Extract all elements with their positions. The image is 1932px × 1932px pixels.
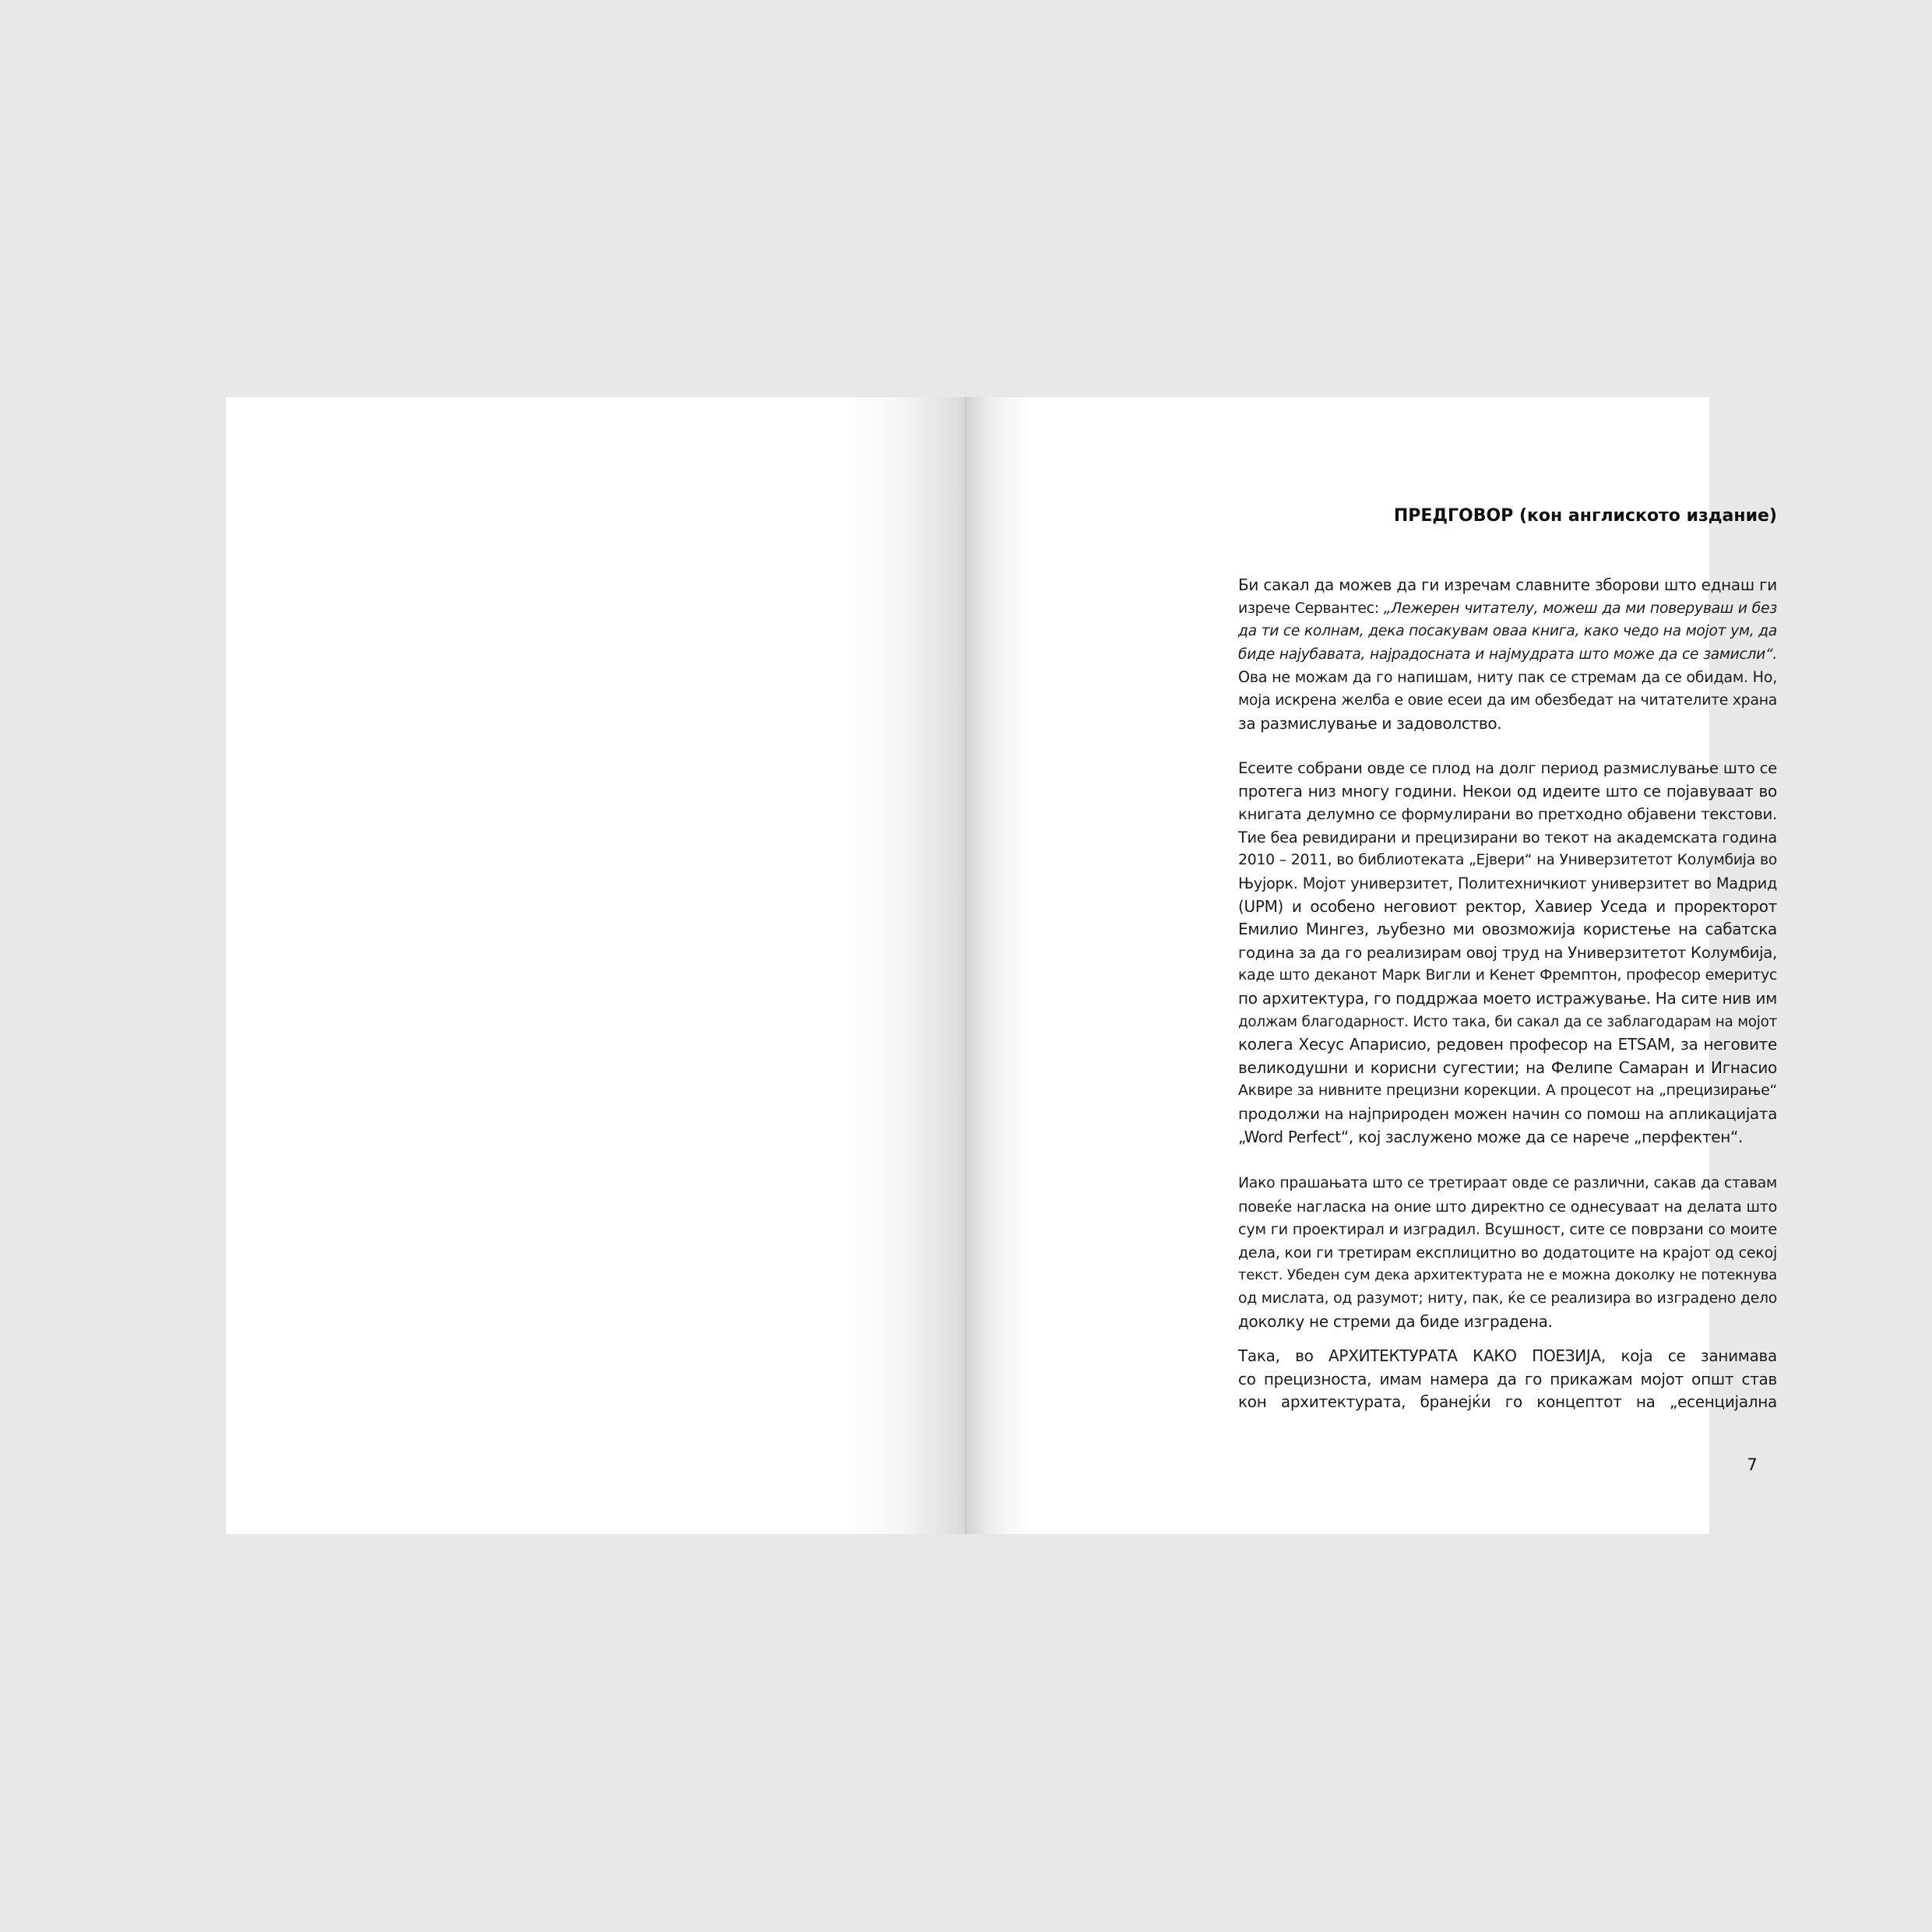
text-line: текст. Убеден сум дека архитектурата не е можна доколку не потекнува [1238, 1267, 1777, 1284]
book-spread [226, 397, 1778, 1534]
text-line: од мислата, од разумот; ниту, пак, ќе се реализира во изградено дело [1238, 1289, 1777, 1307]
text-line: за размислување и задоволство. [1238, 713, 1502, 733]
italic-quote-line: да ти се колнам, дека посакувам оваа книга, како чедо на мојот ум, да [1238, 623, 1777, 640]
text-run: изрече Сервантес: [1238, 599, 1384, 617]
text-line: (UPM) и особено неговиот ректор, Хавиер Уседа и проректорот [1238, 896, 1777, 916]
text-line: книгата делумно се формулирани во претходно објавени текстови. [1238, 805, 1777, 824]
paragraph-3 [1238, 1172, 1777, 1333]
text-line: Ова не можам да го напишам, ниту пак се стремам да се обидам. Но, [1238, 668, 1777, 687]
text-line: доколку не стреми да биде изградена. [1238, 1311, 1553, 1331]
italic-quote-line: „Лежерен читателу, можеш да ми поверуваш и без [1383, 599, 1777, 617]
page-number: 7 [1747, 1455, 1758, 1474]
text-line: кон архитектурата, бранејќи го концептот на „есенцијална [1238, 1392, 1777, 1412]
text-line [1238, 597, 1777, 621]
page-heading: ПРЕДГОВОР (кон англиското издание) [1393, 506, 1777, 526]
text-line: година за да го реализирам овој труд на Универзитетот Колумбија, [1238, 943, 1777, 962]
paragraph-2 [1238, 757, 1777, 1149]
paragraph-1 [1238, 574, 1777, 735]
text-line: великодушни и корисни сугестии; на Фелипе Самаран и Игнасио [1238, 1057, 1777, 1077]
paragraph-4 [1238, 1345, 1777, 1414]
text-line [1238, 643, 1777, 667]
text-line: Така, во АРХИТЕКТУРАТА КАКО ПОЕЗИЈА, која се занимава [1238, 1346, 1777, 1365]
text-line: продолжи на најприроден можен начин со помош на апликацијата [1238, 1104, 1778, 1123]
text-line: каде што деканот Марк Вигли и Кенет Фремптон, професор емеритус [1238, 966, 1777, 984]
text-line: Њујорк. Мојот универзитет, Политехничкиот универзитет во Мадрид [1238, 874, 1777, 892]
text-line: Емилио Мингез, љубезно ми овозможија користење на сабатска [1238, 920, 1777, 939]
text-line: колега Хесус Апарисио, редовен професор на ETSAM, за неговите [1238, 1035, 1777, 1054]
text-line: по архитектура, го поддржаа моето истражување. На сите нив им [1238, 988, 1777, 1008]
text-line: дела, кои ги третирам експлицитно во додатоците на крајот од секој [1238, 1243, 1777, 1262]
text-line: Иако прашањата што се третираат овде се различни, сакав да ставам [1238, 1174, 1777, 1191]
text-line: повеќе нагласка на оние што директно се однесуваат на делата што [1238, 1197, 1777, 1216]
text-line: Аквире за нивните прецизни корекции. А процесот на „прецизирање“ [1238, 1082, 1777, 1100]
text-line [1238, 620, 1777, 643]
right-page [966, 397, 1778, 1534]
text-line: моја искрена желба е овие есеи да им обезбедат на читателите храна [1238, 691, 1777, 709]
text-line: 2010 – 2011, во библиотеката „Ејвери“ на Универзитетот Колумбија во [1238, 851, 1777, 869]
text-line: Есеите собрани овде се плод на долг период размислување што се [1238, 759, 1777, 777]
text-line: Тие беа ревидирани и прецизирани во текот на академската година [1238, 828, 1777, 846]
text-line: Би сакал да можев да ги изречам славните зборови што еднаш ги [1238, 575, 1777, 594]
left-page [226, 397, 966, 1534]
text-line: со прецизноста, имам намера да го прикажам мојот општ став [1238, 1369, 1777, 1388]
text-line: „Word Perfect“, кој заслужено може да се нарече „перфектен“. [1238, 1127, 1744, 1146]
text-line: должам благодарност. Исто така, би сакал да се заблагодарам на мојот [1238, 1013, 1777, 1030]
text-line: сум ги проектирал и изградил. Всушност, сите се поврзани со моите [1238, 1220, 1777, 1239]
text-line: протега низ многу години. Некои од идеите што се појавуваат во [1238, 781, 1777, 801]
italic-quote-line: биде најубавата, најрадосната и најмудрата што може да се замисли“. [1238, 646, 1777, 663]
